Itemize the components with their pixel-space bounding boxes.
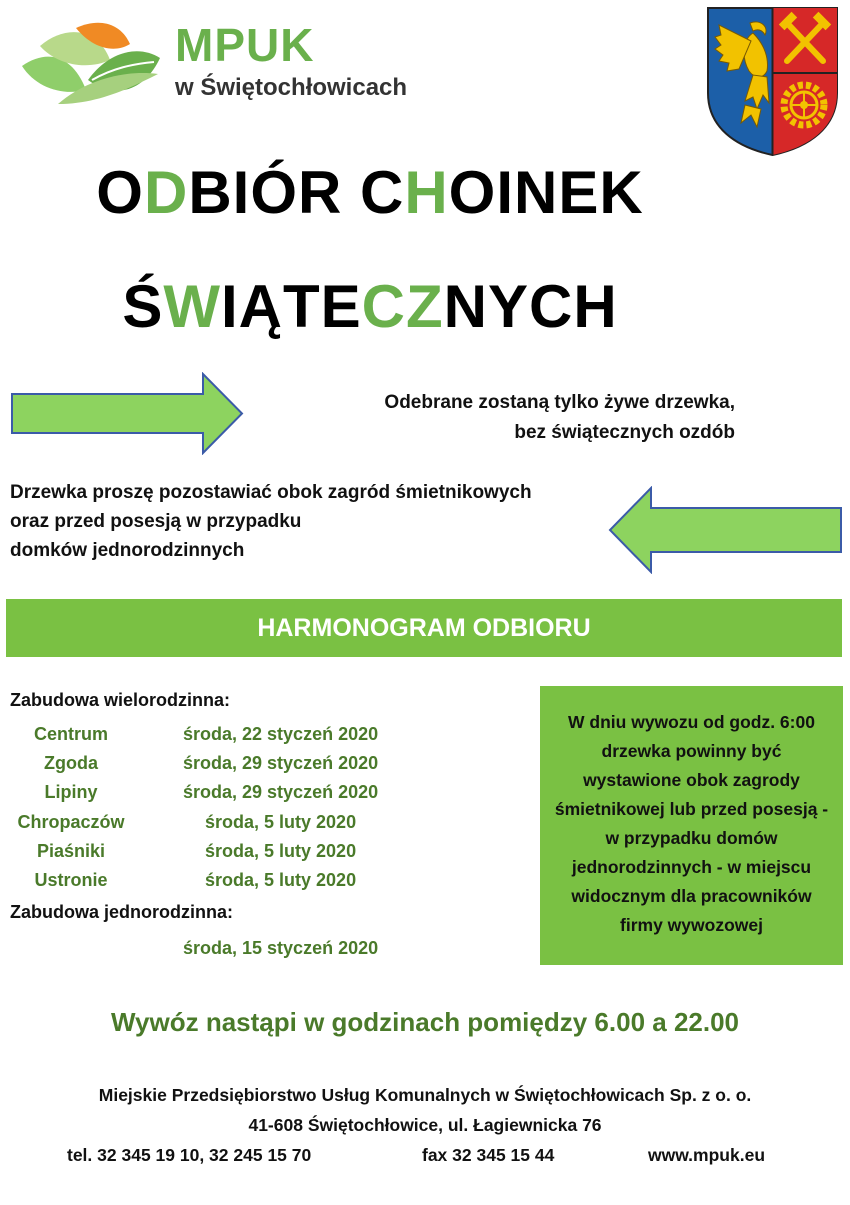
multi-family-label: Zabudowa wielorodzinna: — [10, 690, 230, 710]
title-segment: BIÓR C — [188, 159, 405, 226]
title-segment: IĄTE — [221, 273, 362, 340]
mpuk-logo-icon — [18, 18, 163, 110]
schedule-row — [0, 870, 420, 899]
schedule-row — [0, 753, 420, 782]
single-family-date: środa, 15 styczeń 2020 — [183, 938, 379, 958]
schedule-area: Zgoda — [44, 753, 98, 774]
schedule-date: środa, 22 styczeń 2020 — [183, 724, 379, 744]
page-title-line-1 — [0, 158, 850, 227]
footer-phone: tel. 32 345 19 10, 32 245 15 70 — [67, 1145, 312, 1165]
schedule-row — [0, 782, 420, 811]
info-line: W dniu wywozu od godz. 6:00 — [568, 712, 815, 732]
schedule-date: środa, 5 luty 2020 — [205, 811, 357, 832]
info-line: widocznym dla pracowników — [571, 886, 812, 906]
schedule-row — [0, 812, 420, 841]
title-segment: NYCH — [443, 273, 618, 340]
footer-address: 41-608 Świętochłowice, ul. Łagiewnicka 76 — [248, 1115, 602, 1135]
footer-website[interactable]: www.mpuk.eu — [648, 1145, 766, 1165]
schedule-row — [0, 841, 420, 870]
schedule-area: Piaśniki — [36, 840, 106, 861]
info-line: śmietnikowej lub przed posesją - — [554, 799, 829, 819]
pickup-info-box — [540, 686, 843, 965]
pickup-hours: Wywóz nastąpi w godzinach pomiędzy 6.00 a 22.00 — [110, 1007, 740, 1037]
note-line: Drzewka proszę pozostawiać obok zagród śmietnikowych — [10, 482, 532, 503]
footer-fax: fax 32 345 15 44 — [422, 1145, 555, 1165]
info-line: wystawione obok zagrody — [583, 770, 800, 790]
note-line: Odebrane zostaną tylko żywe drzewka, — [384, 392, 735, 413]
note-line: oraz przed posesją w przypadku — [10, 511, 302, 532]
info-line: firmy wywozowej — [620, 915, 763, 935]
note-line: domków jednorodzinnych — [10, 540, 245, 561]
title-segment: H — [404, 159, 449, 226]
info-line: drzewka powinny być — [601, 741, 782, 761]
schedule-area: Chropaczów — [17, 811, 125, 832]
title-segment: W — [163, 273, 221, 340]
schedule-table — [0, 724, 420, 899]
logo-subtitle: w Świętochłowicach — [175, 74, 408, 101]
note-line: bez świątecznych ozdób — [514, 422, 735, 443]
info-line: w przypadku domów — [605, 828, 778, 848]
title-segment: OINEK — [448, 159, 644, 226]
arrow-left-icon — [608, 486, 843, 574]
logo-text: MPUK — [175, 19, 315, 71]
live-trees-note — [330, 388, 740, 448]
schedule-row — [0, 724, 420, 753]
arrow-right-icon — [10, 372, 245, 455]
schedule-area: Centrum — [33, 724, 108, 744]
info-line: jednorodzinnych - w miejscu — [571, 857, 812, 877]
placement-note — [10, 478, 600, 565]
schedule-banner: HARMONOGRAM ODBIORU — [6, 599, 842, 657]
footer-company: Miejskie Przedsiębiorstwo Usług Komunalnych w Świętochłowicach Sp. z o. o. — [98, 1085, 752, 1105]
city-crest-icon — [705, 5, 840, 157]
schedule-date: środa, 5 luty 2020 — [205, 840, 357, 861]
schedule-area: Lipiny — [44, 782, 98, 803]
title-segment: CZ — [361, 273, 444, 340]
title-segment: Ś — [122, 273, 164, 340]
title-segment: O — [96, 159, 144, 226]
schedule-date: środa, 29 styczeń 2020 — [183, 782, 379, 803]
single-family-label: Zabudowa jednorodzinna: — [10, 902, 233, 922]
title-segment: D — [143, 159, 189, 226]
schedule-date: środa, 29 styczeń 2020 — [183, 753, 379, 774]
schedule-area: Ustronie — [34, 869, 108, 890]
schedule-date: środa, 5 luty 2020 — [205, 869, 357, 890]
page-title-line-2 — [0, 272, 850, 341]
